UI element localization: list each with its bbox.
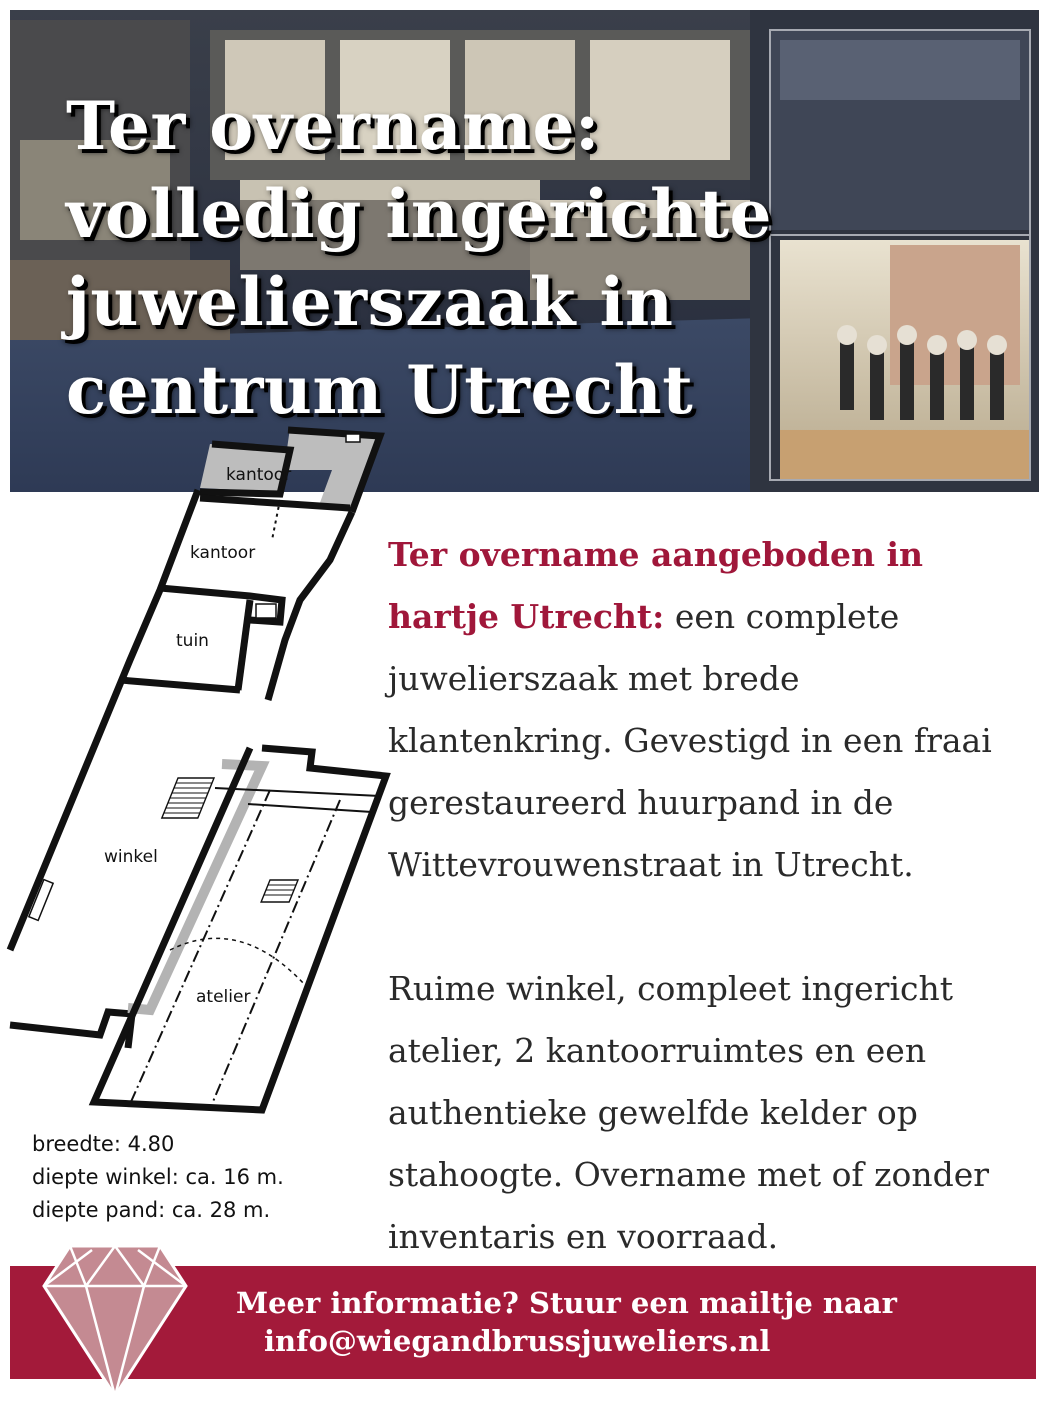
vault-arc [170, 938, 305, 985]
toilet-icon [256, 604, 276, 618]
hero-title-line: centrum Utrecht [66, 351, 694, 429]
description [388, 524, 1018, 1268]
contact-text [236, 1284, 897, 1360]
contact-email-link[interactable]: info@wiegandbrussjuweliers.nl [264, 1324, 771, 1358]
room-label-kantoor: kantoor [226, 465, 292, 485]
floor-plan [0, 420, 400, 1130]
contact-line: Meer informatie? Stuur een mailtje naar [236, 1286, 897, 1320]
room-label-tuin: tuin [176, 631, 209, 651]
tuin-right-wall [238, 600, 250, 690]
hero-title-line: volledig ingerichte [66, 175, 773, 253]
fixture-icon [346, 434, 360, 442]
winkel-bottom-wall [10, 1012, 132, 1048]
hero-title [66, 82, 772, 434]
dimension-breedte: breedte: 4.80 [32, 1132, 175, 1156]
stairs-icon [162, 778, 214, 818]
dimension-diepte-winkel: diepte winkel: ca. 16 m. [32, 1165, 284, 1189]
description-text: een complete juwelierszaak met brede klantenkring. Gevestigd in een fraai gerestaureerd huurpand in de Wittevrouwenstraat in Utrecht. [388, 597, 992, 884]
room-label-atelier: atelier [196, 987, 251, 1007]
left-wall [10, 490, 198, 950]
hero-title-line: Ter overname: [66, 87, 600, 165]
dimension-diepte-pand: diepte pand: ca. 28 m. [32, 1198, 271, 1222]
description-paragraph-1 [388, 524, 1018, 896]
description-lead: Ter overname aangeboden in hartje Utrecht: [388, 535, 923, 636]
room-label-kantoor: kantoor [190, 543, 256, 563]
description-paragraph-2: Ruime winkel, compleet ingericht atelier, 2 kantoorruimtes en een authentieke gewelfde kelder op stahoogte. Overname met of zonder inventaris en voorraad. [388, 969, 990, 1256]
tuin-bottom-wall [120, 680, 240, 690]
diamond-icon [40, 1240, 190, 1400]
dimensions-list [32, 1128, 284, 1227]
hero-title-line: juwelierszaak in [66, 263, 674, 341]
stairs-icon [261, 880, 298, 902]
room-label-winkel: winkel [104, 847, 158, 867]
